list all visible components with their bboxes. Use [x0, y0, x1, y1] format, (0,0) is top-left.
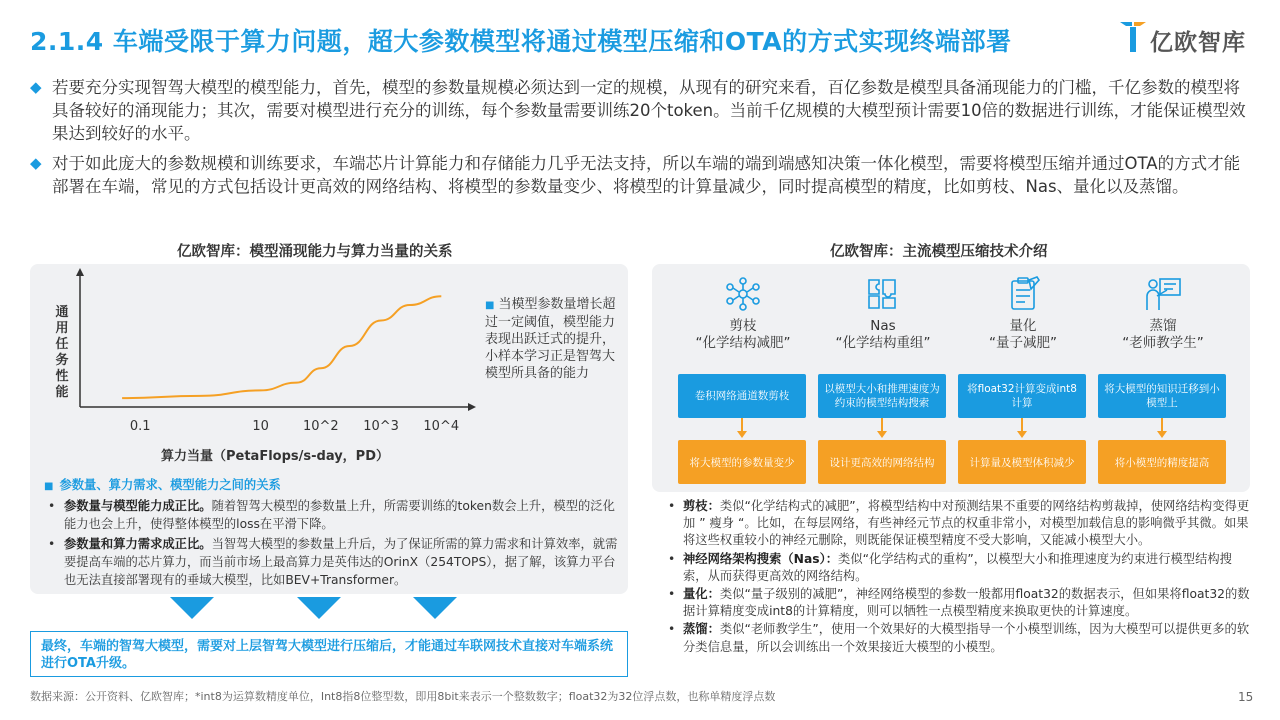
relationship-heading: ■ 参数量、算力需求、模型能力之间的关系: [44, 478, 281, 492]
technique-result-box: 计算量及模型体积减少: [958, 440, 1086, 484]
bullet-dot-icon: •: [668, 551, 676, 566]
technique-distillation: [1093, 276, 1233, 352]
y-axis-label: [54, 304, 68, 400]
technique-desc: “化学结构重组”: [835, 335, 931, 351]
teacher-icon: [1143, 276, 1183, 312]
logo-text: 亿欧智库: [1150, 30, 1246, 56]
bullet-dot-icon: •: [668, 622, 676, 637]
source-footnote: 数据来源：公开资料、亿欧智库；*int8为运算数精度单位，Int8指8位整型数，即用8bit来表示一个整数数字；float32为32位浮点数，也称单精度浮点数: [30, 690, 776, 703]
list-item: • 剪枝：类似“化学结构式的减肥”，将模型结构中对预测结果不重要的网络结构剪裁掉，使网络结构变得更加 ” 瘦身 “。比如，在每层网络，有些神经元节点的权重非常小，对模型加载信息的影响微乎其微。如果将这些权重较小的神经元删除，则既能保证模型精度不受大影响，又能减小模型大小。: [668, 499, 1250, 548]
list-item: • 蒸馏：类似“老师教学生”，使用一个效果好的大模型指导一个小模型训练，因为大模型可以提供更多的软分类信息量，所以会训练出一个效果接近大模型的小模型。: [668, 622, 1250, 654]
down-chevrons: [30, 597, 628, 627]
technique-result-box: 设计更高效的网络结构: [818, 440, 946, 484]
technique-quantization: [953, 276, 1093, 352]
x-tick-label: 10^4: [423, 419, 460, 434]
technique-action-box: 以模型大小和推理速度为约束的模型结构搜索: [818, 374, 946, 418]
series-line: [122, 296, 441, 398]
relationship-block: [44, 476, 619, 591]
bullet-dot-icon: •: [668, 587, 676, 602]
list-item: • 参数量与模型能力成正比。随着智驾大模型的参数量上升，所需要训练的token数会上升，模型的泛化能力也会上升，使得整体模型的loss在平滑下降。: [48, 499, 615, 531]
technique-desc: “量子减肥”: [989, 335, 1057, 351]
down-arrow-icon: [1161, 418, 1163, 432]
chevron-down-icon: [413, 597, 457, 619]
y-axis-label-char: 任: [55, 337, 69, 352]
bullet-dot-icon: •: [48, 499, 56, 513]
x-tick-label: 10^2: [302, 419, 339, 434]
intro-bullets: [30, 76, 1255, 205]
logo: [1118, 18, 1258, 58]
down-arrow-icon: [1021, 418, 1023, 432]
technique-action-box: 将float32计算变成int8计算: [958, 374, 1086, 418]
left-section-title: 亿欧智库：模型涌现能力与算力当量的关系: [177, 244, 453, 260]
x-tick-label: 10^3: [363, 419, 399, 434]
y-axis-label-char: 用: [55, 321, 69, 336]
network-icon: [723, 276, 763, 312]
y-axis-arrow-icon: [76, 268, 84, 276]
logo-icon: [1118, 18, 1148, 54]
right-section-title: 亿欧智库：主流模型压缩技术介绍: [830, 244, 1048, 260]
conclusion-box: 最终，车端的智驾大模型，需要对上层智驾大模型进行压缩后，才能通过车联网技术直接对车端系统进行OTA升级。: [30, 631, 628, 677]
y-axis-label-char: 通: [55, 305, 69, 320]
page-title: 2.1.4 车端受限于算力问题，超大参数模型将通过模型压缩和OTA的方式实现终端部署: [30, 27, 1012, 56]
square-icon: ■: [485, 300, 495, 311]
technique-desc: “老师教学生”: [1122, 335, 1204, 351]
technique-pruning: [673, 276, 813, 352]
technique-result-box: 将小模型的精度提高: [1098, 440, 1226, 484]
bullet-dot-icon: •: [48, 537, 56, 551]
chevron-down-icon: [170, 597, 214, 619]
diamond-icon: ◆: [30, 154, 42, 172]
bullet-dot-icon: •: [668, 499, 676, 513]
list-item: • 参数量和算力需求成正比。当智驾大模型的参数量上升后，为了保证所需的算力需求和计算效率，就需要提高车端的芯片算力，而当前市场上最高算力是英伟达的OrinX（254TOPS），据了解，该算力平台也无法直接部署现有的垂域大模型，比如BEV+Transformer。: [48, 537, 618, 587]
intro-bullet: ◆ 若要充分实现智驾大模型的模型能力，首先，模型的参数量规模必须达到一定的规模，从现有的研究来看，百亿参数是模型具备涌现能力的门槛，千亿参数的模型将具备较好的涌现能力；其次，需要对模型进行充分的训练，每个参数量需要训练20个token。当前千亿规模的大模型预计需要10倍的数据进行训练，才能保证模型效果达到较好的水平。: [30, 78, 1246, 143]
x-tick-label: 0.1: [129, 419, 151, 434]
page-number: 15: [1238, 690, 1254, 704]
technique-details: [665, 498, 1250, 657]
square-icon: ■: [44, 481, 54, 492]
y-axis-label-char: 性: [55, 369, 69, 384]
chart-note: ■ 当模型参数量增长超过一定阈值，模型能力表现出跃迁式的提升，小样本学习正是智驾大模型所具备的能力: [485, 297, 616, 381]
technique-name: 剪枝: [729, 318, 757, 334]
y-axis-label-char: 务: [55, 353, 69, 368]
technique-action-box: 将大模型的知识迁移到小模型上: [1098, 374, 1226, 418]
technique-name: Nas: [870, 318, 896, 334]
technique-name: 蒸馏: [1149, 318, 1177, 334]
list-item: • 神经网络架构搜索（Nas）：类似“化学结构式的重构”，以模型大小和推理速度为约束进行模型结构搜索，从而获得更高效的网络结构。: [668, 551, 1232, 583]
right-panel: [652, 264, 1250, 492]
technique-action-box: 卷积网络通道数剪枝: [678, 374, 806, 418]
x-tick-label: 10: [252, 419, 269, 434]
list-item: • 量化：类似“量子级别的减肥”，神经网络模型的参数一般都用float32的数据表示，但如果将float32的数据计算精度变成int8的计算精度，则可以牺牲一点模型精度来换取更快的计算速度。: [668, 587, 1250, 619]
diamond-icon: ◆: [30, 78, 42, 96]
x-axis-arrow-icon: [468, 403, 476, 411]
chevron-down-icon: [297, 597, 341, 619]
clipboard-icon: [1003, 276, 1043, 312]
x-axis-label: 算力当量（PetaFlops/s-day，PD）: [161, 449, 389, 464]
technique-nas: [813, 276, 953, 352]
y-axis-label-char: 能: [55, 385, 69, 400]
down-arrow-icon: [881, 418, 883, 432]
technique-name: 量化: [1009, 318, 1037, 334]
down-arrow-icon: [741, 418, 743, 432]
intro-bullet: ◆ 对于如此庞大的参数规模和训练要求，车端芯片计算能力和存储能力几乎无法支持，所以车端的端到端感知决策一体化模型，需要将模型压缩并通过OTA的方式才能部署在车端，常见的方式包括设计更高效的网络结构、将模型的参数量变少、将模型的计算量减少，同时提高模型的精度，比如剪枝、Nas、量化以及蒸馏。: [30, 154, 1241, 196]
technique-result-box: 将大模型的参数量变少: [678, 440, 806, 484]
left-panel: [30, 264, 628, 594]
technique-desc: “化学结构减肥”: [695, 335, 791, 351]
puzzle-icon: [863, 276, 903, 312]
